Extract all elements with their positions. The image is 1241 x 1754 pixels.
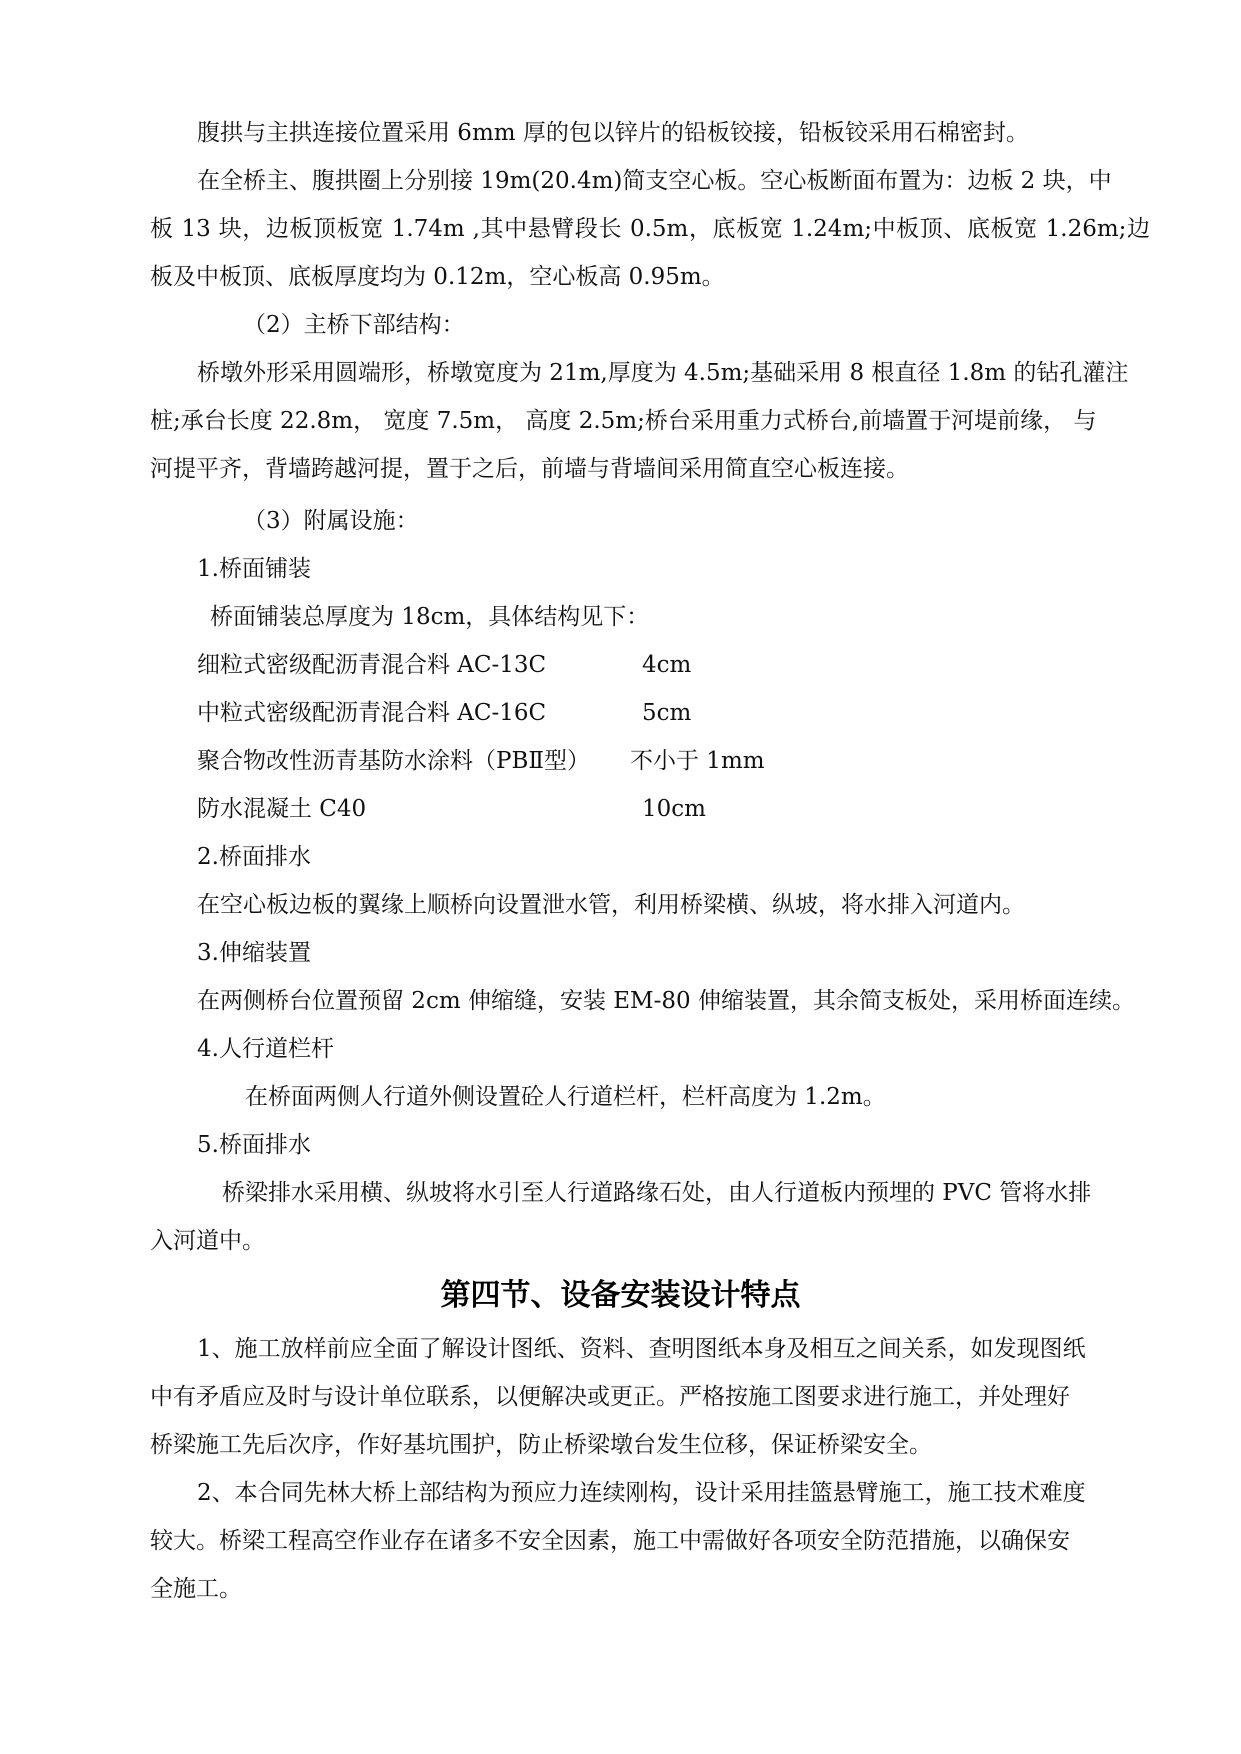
layer-name: 中粒式密级配沥青混合料 AC-16C (197, 700, 547, 726)
subheading-substructure: （2）主桥下部结构： (243, 312, 465, 338)
paragraph-hollow-slab-line1: 在全桥主、腹拱圈上分别接 19m(20.4m)简支空心板。空心板断面布置为：边板 2 块，中 (197, 168, 1112, 194)
layer-thickness: 5cm (642, 700, 692, 726)
item-drainage-2-line2: 入河道中。 (150, 1228, 265, 1254)
paragraph-hollow-slab-line2: 板 13 块，边板顶板宽 1.74m ,其中悬臂段长 0.5m，底板宽 1.24m;中板顶、底板宽 1.26m;边 (150, 216, 1150, 242)
section-paragraph-2-line1: 2、本合同先林大桥上部结构为预应力连续刚构，设计采用挂篮悬臂施工，施工技术难度 (197, 1480, 1086, 1506)
item-expansion-joint: 3.伸缩装置 (197, 940, 311, 966)
section-paragraph-1-line1: 1、施工放样前应全面了解设计图纸、资料、查明图纸本身及相互之间关系，如发现图纸 (197, 1336, 1086, 1362)
layer-name: 聚合物改性沥青基防水涂料（PBⅡ型） (197, 748, 591, 774)
item-deck-paving: 1.桥面铺装 (197, 556, 311, 582)
layer-thickness: 4cm (642, 652, 692, 678)
paragraph-hollow-slab-line3: 板及中板顶、底板厚度均为 0.12m，空心板高 0.95m。 (150, 264, 725, 290)
item-railing: 4.人行道栏杆 (197, 1036, 334, 1062)
item-deck-drainage: 2.桥面排水 (197, 844, 311, 870)
paragraph-pier-line1: 桥墩外形采用圆端形，桥墩宽度为 21m,厚度为 4.5m;基础采用 8 根直径 1.8m 的钻孔灌注 (197, 360, 1129, 386)
section-paragraph-2-line3: 全施工。 (150, 1576, 242, 1602)
section-paragraph-2-line2: 较大。桥梁工程高空作业存在诸多不安全因素，施工中需做好各项安全防范措施，以确保安 (150, 1528, 1070, 1554)
item-drainage-2-line1: 桥梁排水采用横、纵坡将水引至人行道路缘石处，由人行道板内预埋的 PVC 管将水排 (222, 1180, 1092, 1206)
section-paragraph-1-line2: 中有矛盾应及时与设计单位联系，以便解决或更正。严格按施工图要求进行施工，并处理好 (150, 1384, 1070, 1410)
paragraph-pier-line2: 桩;承台长度 22.8m， 宽度 7.5m， 高度 2.5m;桥台采用重力式桥台,前墙置于河堤前缘， 与 (150, 408, 1097, 434)
item-railing-desc: 在桥面两侧人行道外侧设置砼人行道栏杆，栏杆高度为 1.2m。 (245, 1084, 886, 1110)
paragraph-pier-line3: 河提平齐，背墙跨越河提，置于之后，前墙与背墙间采用简直空心板连接。 (150, 456, 909, 482)
paragraph-arch-joint: 腹拱与主拱连接位置采用 6mm 厚的包以锌片的铅板铰接，铅板铰采用石棉密封。 (197, 120, 1029, 146)
section-title: 第四节、设备安装设计特点 (440, 1278, 801, 1313)
layer-name: 防水混凝土 C40 (197, 796, 367, 822)
layer-thickness: 10cm (642, 796, 706, 822)
layer-thickness: 不小于 1mm (630, 748, 765, 774)
item-deck-paving-desc: 桥面铺装总厚度为 18cm，具体结构见下： (210, 604, 650, 630)
layer-name: 细粒式密级配沥青混合料 AC-13C (197, 652, 547, 678)
section-paragraph-1-line3: 桥梁施工先后次序，作好基坑围护，防止桥梁墩台发生位移，保证桥梁安全。 (150, 1432, 932, 1458)
item-drainage-2: 5.桥面排水 (197, 1132, 311, 1158)
item-expansion-joint-desc: 在两侧桥台位置预留 2cm 伸缩缝，安装 EM-80 伸缩装置，其余简支板处，采用桥面连续。 (197, 988, 1135, 1014)
item-deck-drainage-desc: 在空心板边板的翼缘上顺桥向设置泄水管，利用桥梁横、纵坡，将水排入河道内。 (197, 892, 1025, 918)
subheading-ancillary: （3）附属设施： (243, 508, 419, 534)
